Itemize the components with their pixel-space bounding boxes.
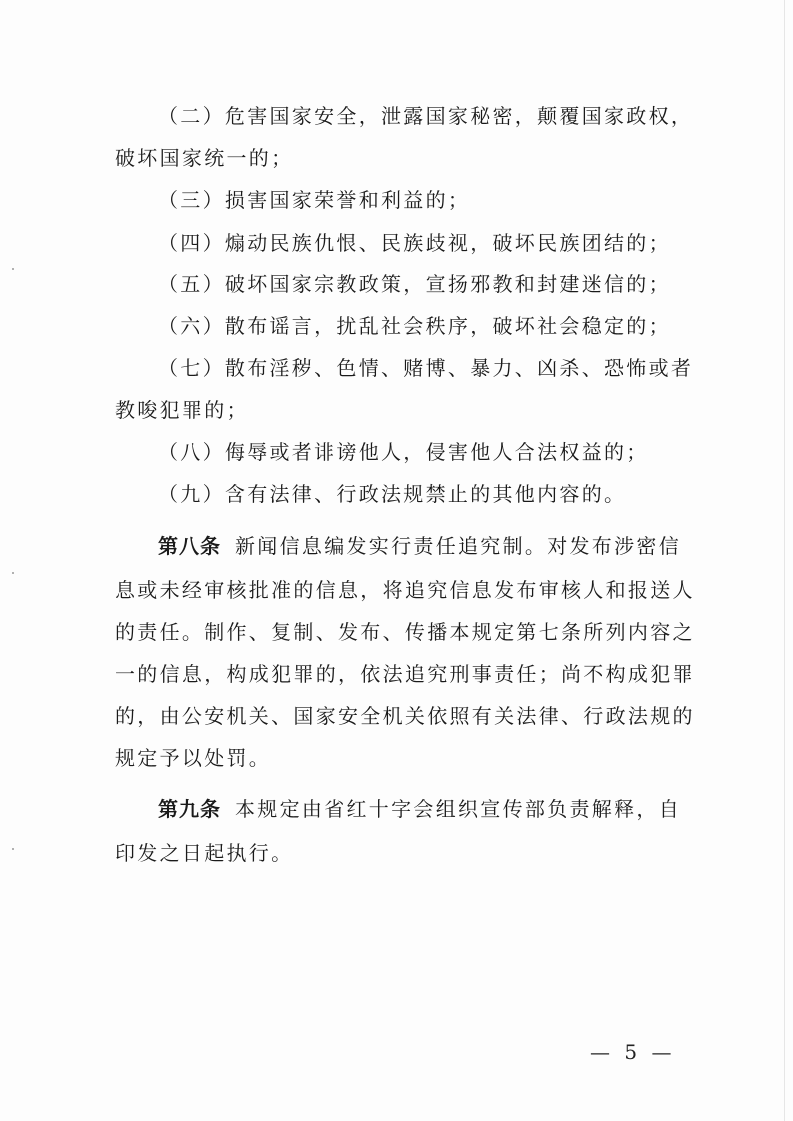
list-item-7-line-1: （七）散布淫秽、色情、赌博、暴力、凶杀、恐怖或者 (158, 356, 694, 380)
scan-speck (12, 848, 14, 850)
list-item-2-line-2: 破坏国家统一的； (115, 146, 294, 170)
article-9-line-1 (158, 797, 681, 821)
article-9-heading: 第九条 (158, 797, 221, 821)
scan-edge-line (784, 0, 785, 1121)
article-8-line-3: 的责任。制作、复制、发布、传播本规定第七条所列内容之 (115, 620, 695, 644)
list-item-4: （四）煽动民族仇恨、民族歧视，破坏民族团结的； (158, 231, 671, 255)
article-8-text-1: 新闻信息编发实行责任追究制。对发布涉密信 (235, 534, 681, 558)
article-8-line-2: 息或未经审核批准的信息，将追究信息发布审核人和报送人 (115, 578, 695, 602)
article-8-line-4: 一的信息，构成犯罪的，依法追究刑事责任；尚不构成犯罪 (115, 662, 695, 686)
article-8-line-5: 的，由公安机关、国家安全机关依照有关法律、行政法规的 (115, 704, 695, 728)
article-9-line-2: 印发之日起执行。 (115, 841, 294, 865)
page-number: — 5 — (590, 1040, 676, 1064)
article-8-heading: 第八条 (158, 534, 221, 558)
list-item-6: （六）散布谣言，扰乱社会秩序，破坏社会稳定的； (158, 314, 671, 338)
list-item-2-line-1: （二）危害国家安全，泄露国家秘密，颠覆国家政权， (158, 104, 694, 128)
list-item-3: （三）损害国家荣誉和利益的； (158, 188, 471, 212)
article-9-text-1: 本规定由省红十字会组织宣传部负责解释，自 (235, 797, 681, 821)
list-item-8: （八）侮辱或者诽谤他人，侵害他人合法权益的； (158, 440, 649, 464)
scan-speck (12, 268, 14, 270)
article-8-line-6: 规定予以处罚。 (115, 746, 272, 770)
list-item-5: （五）破坏国家宗教政策，宣扬邪教和封建迷信的； (158, 272, 671, 296)
article-8-line-1 (158, 534, 681, 558)
scan-speck (12, 572, 14, 574)
list-item-7-line-2: 教唆犯罪的； (115, 398, 249, 422)
list-item-9: （九）含有法律、行政法规禁止的其他内容的。 (158, 482, 627, 506)
